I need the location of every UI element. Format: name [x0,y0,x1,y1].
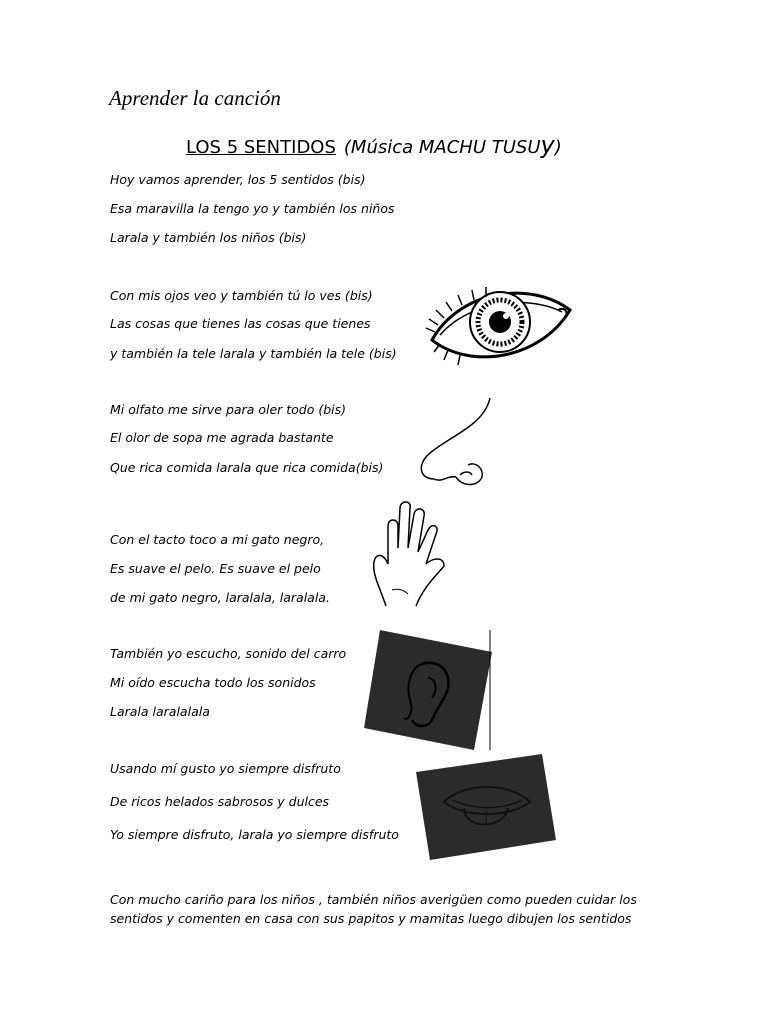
verse-line: Esa maravilla la tengo yo y también los niños [110,201,395,216]
verse-line: y también la tele larala y también la tele (bis) [110,346,397,361]
verse-line: Yo siempre disfruto, larala yo siempre disfruto [110,827,399,842]
mouth-icon [414,752,559,869]
page-heading: Aprender la canción [109,86,281,110]
song-title-music: (Música MACHU TUSUy) [343,131,562,159]
verse-line: Usando mí gusto yo siempre disfruto [110,761,341,776]
verse-line: Las cosas que tienes las cosas que tienes [110,316,371,331]
closing-note: Con mucho cariño para los niños , también niños averigüen como pueden cuidar los sentidos y comenten en casa con sus papitos y mamitas luego dibujen los sentidos [110,892,637,926]
verse-line: Con el tacto toco a mi gato negro, [110,532,325,547]
song-title-name: LOS 5 SENTIDOS [186,137,336,158]
song-title [186,131,562,159]
verse-line: Mi oído escucha todo los sonidos [110,675,316,690]
verse-line: El olor de sopa me agrada bastante [110,430,334,445]
verse-line: Con mis ojos veo y también tú lo ves (bis) [110,288,373,303]
eye-icon [420,270,580,385]
verse-line: De ricos helados sabrosos y dulces [110,794,330,809]
hand-icon [368,498,448,613]
ear-icon [362,628,497,758]
verse-line: Mi olfato me sirve para oler todo (bis) [110,402,347,417]
verse-line: Hoy vamos aprender, los 5 sentidos (bis) [110,172,366,187]
verse-line: Larala y también los niños (bis) [110,230,307,245]
verse-line: Larala laralalala [110,704,210,719]
verse-line: de mi gato negro, laralala, laralala. [110,590,330,605]
verse-line: Que rica comida larala que rica comida(bis) [110,460,384,475]
verse-line: Es suave el pelo. Es suave el pelo [110,561,321,576]
nose-icon [412,395,502,500]
verse-line: También yo escucho, sonido del carro [110,646,347,661]
